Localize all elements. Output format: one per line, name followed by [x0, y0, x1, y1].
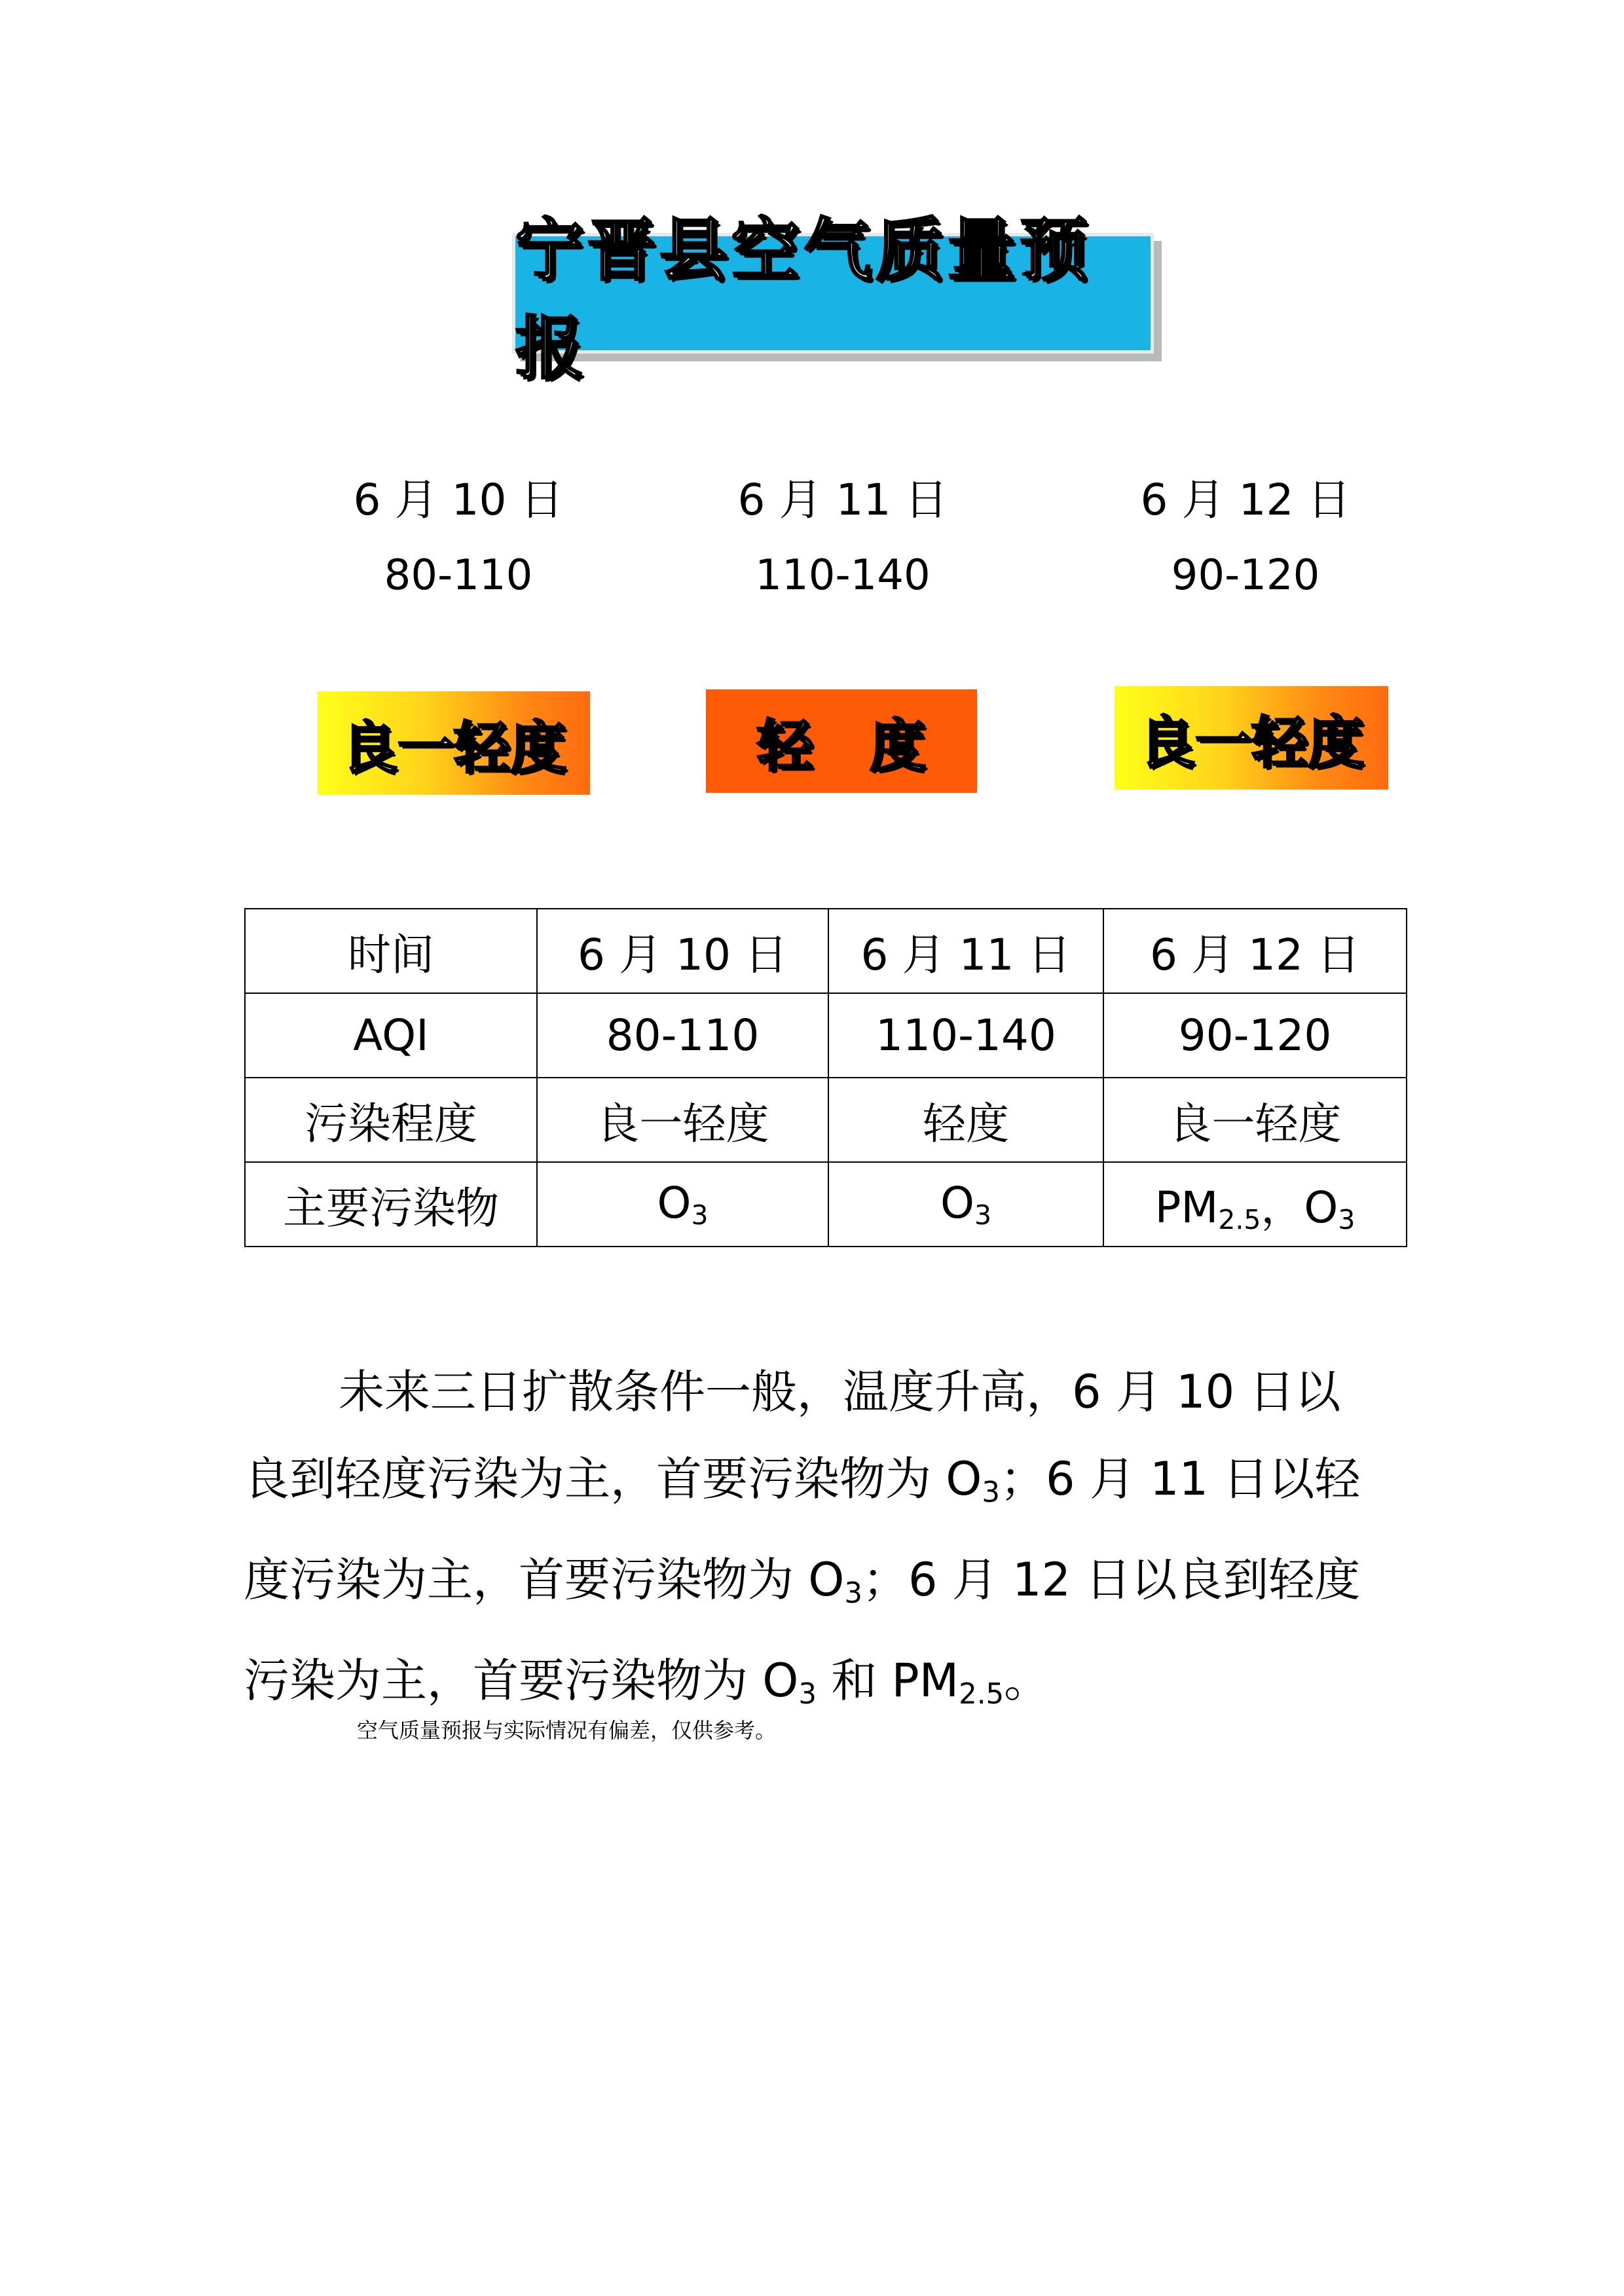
row-label: 主要污染物 — [245, 1162, 537, 1247]
table-cell: 80-110 — [537, 993, 828, 1078]
day-aqi: 80-110 — [384, 551, 533, 600]
table-row — [245, 1162, 1407, 1247]
table-header-cell: 6 月 10 日 — [537, 909, 828, 993]
table-cell: 良一轻度 — [537, 1078, 828, 1162]
day-date: 6 月 11 日 — [737, 475, 948, 525]
table-cell: 良一轻度 — [1103, 1078, 1407, 1162]
table-cell: $PM_{2.5}$，$O_3$ — [1103, 1162, 1407, 1247]
row-label: AQI — [245, 993, 537, 1078]
day-aqi: 110-140 — [755, 551, 931, 600]
disclaimer-note: 空气质量预报与实际情况有偏差，仅供参考。 — [357, 1718, 777, 1743]
table-header-row — [245, 909, 1407, 993]
forecast-paragraph: 未来三日扩散条件一般，温度升高，6 月 10 日以良到轻度污染为主，首要污染物为 $O_3$；6 月 11 日以轻度污染为主，首要污染物为 $O_3$；6 月 12 日以良到轻度污染为主，首要污染物为 $O_3$ 和 $PM_{2.5}$。 — [244, 1365, 1361, 1711]
day-date: 6 月 10 日 — [353, 475, 564, 525]
forecast-table — [244, 908, 1407, 1247]
level-badge-3: 良一轻度 — [1115, 686, 1388, 790]
table-header-cell: 6 月 11 日 — [828, 909, 1103, 993]
table-header-cell: 6 月 12 日 — [1103, 909, 1407, 993]
table-header-cell: 时间 — [245, 909, 537, 993]
table-cell: 110-140 — [828, 993, 1103, 1078]
row-label: 污染程度 — [245, 1078, 537, 1162]
table-cell: 轻度 — [828, 1078, 1103, 1162]
day-aqi: 90-120 — [1171, 551, 1320, 600]
level-badge-2: 轻 度 — [706, 689, 977, 793]
table-cell: $O_3$ — [828, 1162, 1103, 1247]
table-cell: 90-120 — [1103, 993, 1407, 1078]
table-cell: $O_3$ — [537, 1162, 828, 1247]
day-date: 6 月 12 日 — [1140, 475, 1351, 525]
page-title: 宁晋县空气质量预报 — [515, 210, 1092, 388]
table-row — [245, 993, 1407, 1078]
table-row — [245, 1078, 1407, 1162]
title-banner — [512, 210, 1154, 388]
level-badge-1: 良一轻度 — [318, 691, 590, 795]
